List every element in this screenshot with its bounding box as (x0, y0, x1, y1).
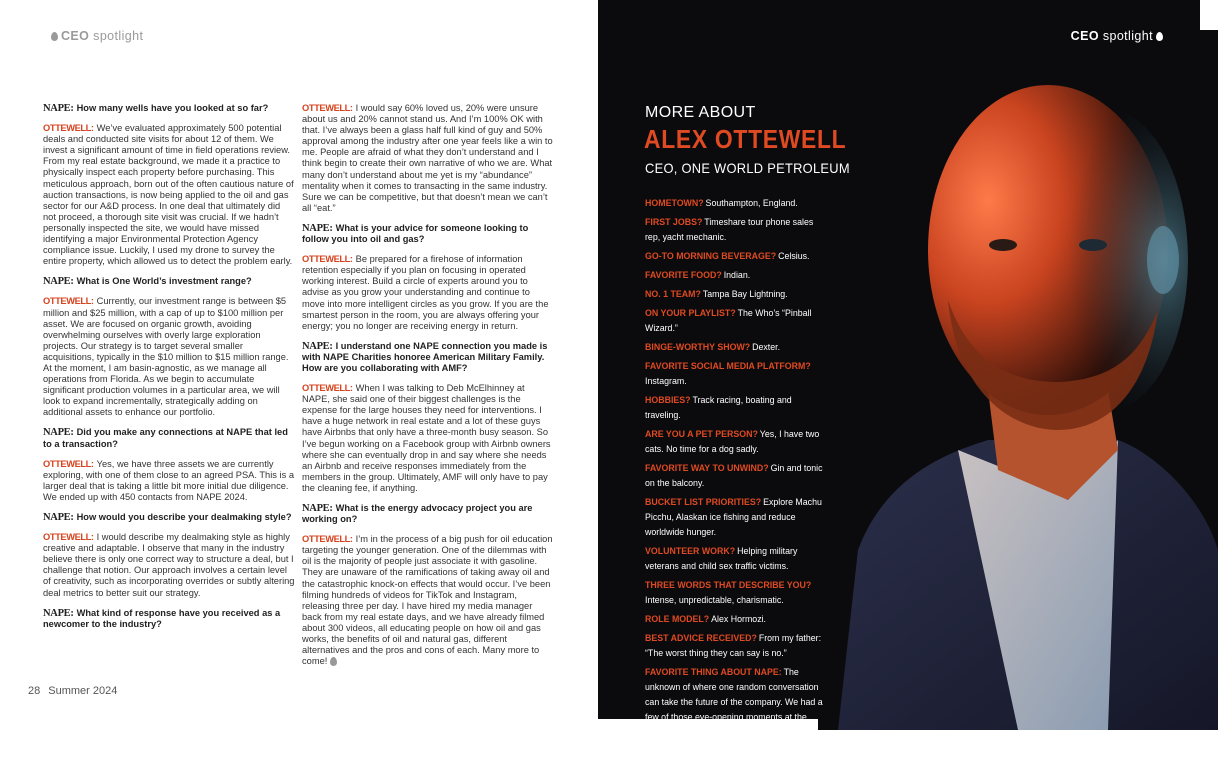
fact-answer: Instagram. (645, 376, 687, 386)
fact-answer: Helping military veterans and child sex traffic victims. (645, 546, 798, 571)
paragraph-text: What is One World’s investment range? (76, 276, 252, 287)
fact-question: BUCKET LIST PRIORITIES? (645, 497, 762, 507)
portrait-photo (818, 30, 1218, 730)
speaker-label-ottewell: OTTEWELL: (302, 254, 353, 265)
drop-icon (51, 32, 58, 41)
fact-question: HOMETOWN? (645, 198, 704, 208)
fact-item (645, 306, 827, 336)
speaker-label-ottewell: OTTEWELL: (43, 458, 94, 469)
question (43, 276, 295, 287)
fact-item (645, 249, 827, 264)
speaker-label-nape: NAPE: (302, 340, 333, 352)
right-page (598, 0, 1200, 752)
speaker-label-nape: NAPE: (43, 103, 74, 114)
fact-item (645, 631, 827, 661)
speaker-label-nape: NAPE: (43, 276, 74, 288)
paragraph-text: How would you describe your dealmaking style? (76, 512, 292, 522)
interview-column-2 (302, 103, 554, 676)
fact-answer: Intense, unpredictable, charismatic. (645, 595, 784, 605)
fact-item (645, 495, 827, 540)
speaker-label-ottewell: OTTEWELL: (302, 103, 353, 113)
fact-question: HOBBIES? (645, 395, 691, 405)
paragraph-text: I understand one NAPE connection you made is with NAPE Charities honoree American Military Family. How are you collaborating with AMF? (302, 340, 548, 373)
fact-question: VOLUNTEER WORK? (645, 546, 736, 556)
question (43, 512, 295, 523)
answer (43, 296, 295, 418)
page-footer (28, 685, 125, 697)
paragraph-text: I would say 60% loved us, 20% were unsure about us and 20% cannot stand us. And I’m 100% OK with that. I’ve always been a glass half full kind of guy and 50% approval among the industry after one year feels like a win to me. People are afraid of what they don’t understand and I think begin to create their own narrative of who we are. What many don’t understand about me yet is my “abundance” mentality when it comes to transacting in the same industry. Sure we can be competitive, but that doesn’t mean we can’t all “eat.” (302, 103, 553, 213)
paragraph-text: What kind of response have you received as a newcomer to the industry? (43, 607, 281, 629)
question (302, 341, 554, 374)
answer (43, 459, 295, 503)
fact-answer: Gin and tonic on the balcony. (645, 463, 823, 488)
paragraph-text: I’m in the process of a big push for oil education targeting the younger generation. One of the dilemmas with oil is the majority of people just associate it with gasoline. They are unaware of the ramifications of taking away oil and the catastrophic knock-on effects that would occur. I’ve been filming hundreds of videos for TikTok and Instagram, releasing three per day. I have hired my media manager back from my real estate days, and we have already filmed about 300 videos, all educating people on how oil and gas works, the benefits of oil and natural gas, different alternatives and the pros and cons of each. Many more to come! (302, 534, 553, 667)
question (302, 223, 554, 245)
fact-question: ON YOUR PLAYLIST? (645, 308, 736, 318)
fact-question: FAVORITE WAY TO UNWIND? (645, 463, 769, 473)
fact-answer: Celsius. (778, 251, 810, 261)
fact-item (645, 665, 827, 755)
paragraph-text: When I was talking to Deb McElhinney at NAPE, she said one of their biggest challenges is the expense for the large houses they need for interventions. I have a huge network in real estate and a lot of these guys have Airbnbs that only have a three-month busy season. So I’ve begun working on a Facebook group with Airbnb owners where she can eventually drop in and say where she needs an Airbnb and receive responses immediately from the members in the group. Ultimately, AMF will only have to pay the cleaning fee, if anything. (302, 383, 551, 493)
paragraph-text: Yes, we have three assets we are currently exploring, with one of them close to an agreed PSA. This is a larger deal that is taking a little bit more initial due diligence. We ended up with 450 contacts from NAPE 2024. (43, 458, 294, 502)
fact-answer: Track racing, boating and traveling. (645, 395, 792, 420)
fact-item (645, 461, 827, 491)
fact-item (645, 215, 827, 245)
sidebar-name: ALEX OTTEWELL (644, 124, 847, 154)
question (43, 103, 295, 114)
answer (43, 123, 295, 267)
fact-item (645, 340, 827, 355)
fact-answer: Explore Machu Picchu, Alaskan ice fishing and reduce worldwide hunger. (645, 497, 822, 537)
fact-item (645, 427, 827, 457)
paragraph-text: What is the energy advocacy project you are working on? (302, 503, 533, 525)
fact-answer: Timeshare tour phone sales rep, yacht mechanic. (645, 217, 814, 242)
fact-answer: Southampton, England. (705, 198, 798, 208)
fact-answer: From my father: “The worst thing they can say is no.” (645, 633, 822, 658)
paragraph-text: How many wells have you looked at so far? (76, 103, 269, 113)
answer (43, 532, 295, 599)
fact-question: ARE YOU A PET PERSON? (645, 429, 758, 439)
fact-question: GO-TO MORNING BEVERAGE? (645, 251, 777, 261)
paragraph-text: What is your advice for someone looking to follow you into oil and gas? (302, 222, 529, 245)
fact-item (645, 268, 827, 283)
sidebar-role: CEO, ONE WORLD PETROLEUM (645, 160, 850, 176)
question (43, 608, 295, 630)
fact-answer: Tampa Bay Lightning. (702, 289, 788, 299)
fact-answer: Indian. (723, 270, 751, 280)
fact-answer: Dexter. (752, 342, 781, 352)
speaker-label-ottewell: OTTEWELL: (43, 123, 94, 134)
fact-answer: The unknown of where one random conversation can take the future of the company. We had a few of those eye-opening moments at the 2024 NAPE Summit and wish to create even more great networks in 2025. (645, 667, 823, 752)
page-number: 28 (28, 685, 41, 697)
speaker-label-ottewell: OTTEWELL: (43, 296, 94, 307)
fact-question: BEST ADVICE RECEIVED? (645, 633, 757, 643)
fact-item (645, 287, 827, 302)
interview-column-1 (43, 103, 295, 639)
fact-question: FAVORITE SOCIAL MEDIA PLATFORM? (645, 361, 811, 371)
question (43, 427, 295, 449)
fact-item (645, 612, 827, 627)
section-tag-left: CEO spotlight (48, 29, 143, 43)
paragraph-text: We’ve evaluated approximately 500 potential deals and conducted site visits for about 12 of them. We invest a significant amount of time in field operations review. From my real estate background, we made it a practice to physically inspect each property before purchasing. This meticulous approach, born out of the often cautious nature of auction transactions, is now being applied to the oil and gas sector for our A&D process. In one deal that ultimately did not proceed, a thorough site visit was crucial. If we hadn’t personally inspected the site, we would have missed identifying a major Environmental Protection Agency compliance issue. Luckily, I used my drone to survey the entire property, which allowed us to detect the problem early. (43, 123, 294, 267)
fact-question: NO. 1 TEAM? (645, 289, 701, 299)
issue-label: Summer 2024 (48, 685, 118, 697)
paragraph-text: Be prepared for a firehose of information retention especially if you plan on focusing in operated working interest. Build a circle of experts around you to advise as you grow your understanding and continue to move into more intelligent circles as you grow. If you are the smartest person in the room, you are always offering your energy; you no longer are receiving energy in return. (302, 254, 549, 331)
speaker-label-nape: NAPE: (43, 427, 74, 439)
answer (302, 383, 554, 494)
fact-item (645, 578, 827, 608)
speaker-label-ottewell: OTTEWELL: (302, 383, 353, 394)
fact-item (645, 393, 827, 423)
fact-answer: Alex Hormozi. (711, 614, 767, 624)
fact-answer: Yes, I have two cats. No time for a dog sadly. (645, 429, 820, 454)
fact-question: ROLE MODEL? (645, 614, 710, 624)
fact-question: BINGE-WORTHY SHOW? (645, 342, 751, 352)
paragraph-text: Did you make any connections at NAPE that led to a transaction? (43, 427, 288, 449)
answer (302, 103, 554, 214)
speaker-label-ottewell: OTTEWELL: (43, 532, 94, 543)
fact-item (645, 196, 827, 211)
answer (302, 254, 554, 332)
fact-list (645, 196, 835, 759)
fact-question: THREE WORDS THAT DESCRIBE YOU? (645, 580, 812, 590)
speaker-label-nape: NAPE: (43, 607, 74, 619)
speaker-label-nape: NAPE: (302, 503, 333, 514)
drop-icon (1156, 32, 1163, 41)
fact-question: FIRST JOBS? (645, 217, 703, 227)
sidebar-kicker: MORE ABOUT (645, 104, 756, 121)
speaker-label-nape: NAPE: (43, 512, 74, 523)
fact-question: FAVORITE THING ABOUT NAPE: (645, 667, 782, 677)
speaker-label-nape: NAPE: (302, 222, 333, 234)
speaker-label-ottewell: OTTEWELL: (302, 534, 353, 545)
section-tag-right: CEO spotlight (1071, 29, 1166, 43)
paragraph-text: I would describe my dealmaking style as highly creative and adaptable. I observe that many in the industry believe there is only one correct way to structure a deal, but I challenge that notion. Our approach involves a certain level of creativity, such as incorporating overrides or subtly altering deal metrics to better suit our strategy. (43, 532, 295, 598)
fact-question: FAVORITE FOOD? (645, 270, 722, 280)
answer (302, 534, 554, 667)
question (302, 503, 554, 525)
fact-item (645, 544, 827, 574)
left-page (0, 0, 598, 719)
fact-item (645, 359, 827, 389)
paragraph-text: Currently, our investment range is between $5 million and $25 million, with a cap of up to $100 million per asset. We are focused on organic growth, avoiding overwhelming ourselves with overly large exploration projects. Our strategy is to target several smaller acquisitions, typically in the $10 million to $15 million range. At the moment, I am basin-agnostic, as we manage all operations from Florida. As we begin to accumulate significant production volumes in a particular area, we will look to expand incrementally, strategically adding on additional assets to enhance our portfolio. (43, 296, 289, 418)
end-mark-icon (330, 657, 337, 666)
fact-answer: The Who’s “Pinball Wizard.” (645, 308, 812, 333)
